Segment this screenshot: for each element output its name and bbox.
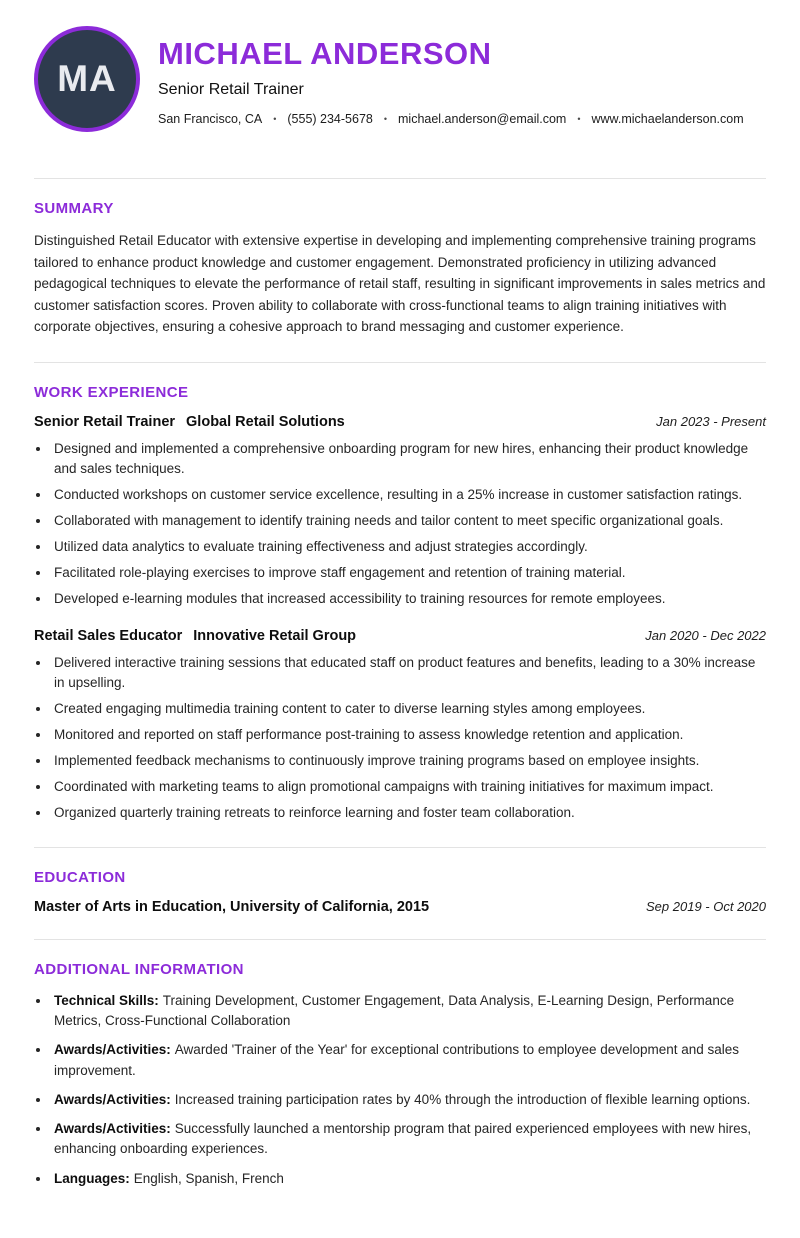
- job-bullet: • Monitored and reported on staff performance post-training to assess knowledge retention and application.: [51, 725, 766, 745]
- contact-separator: •: [273, 113, 277, 124]
- info-label: Awards/Activities:: [54, 1042, 171, 1058]
- additional-info-list: [34, 991, 766, 1189]
- info-label: Awards/Activities:: [54, 1091, 171, 1107]
- job-title: Senior Retail Trainer: [34, 413, 176, 430]
- info-text: English, Spanish, French: [133, 1170, 284, 1186]
- job-bullet: • Utilized data analytics to evaluate training effectiveness and adjust strategies accordingly.: [51, 537, 766, 557]
- candidate-name: MICHAEL ANDERSON: [158, 36, 492, 71]
- info-label: Technical Skills:: [54, 992, 159, 1008]
- job-bullet-list: [34, 439, 766, 608]
- contact-separator: •: [577, 113, 581, 124]
- additional-info-heading: ADDITIONAL INFORMATION: [34, 960, 244, 978]
- job-header: [34, 414, 766, 430]
- contact-email: michael.anderson@email.com: [398, 112, 567, 126]
- candidate-title: Senior Retail Trainer: [158, 81, 304, 98]
- summary-heading: SUMMARY: [34, 200, 114, 217]
- job-bullet: • Collaborated with management to identify training needs and tailor content to meet specific organizational goals.: [51, 511, 766, 531]
- work-experience-heading: WORK EXPERIENCE: [34, 383, 189, 401]
- info-label: Awards/Activities:: [54, 1121, 171, 1137]
- contact-phone: (555) 234-5678: [287, 112, 373, 126]
- contact-row: [158, 112, 744, 126]
- job-company: Innovative Retail Group: [193, 628, 357, 645]
- job-company: Global Retail Solutions: [186, 413, 345, 430]
- education-heading: EDUCATION: [34, 868, 126, 886]
- job-bullet: • Designed and implemented a comprehensive onboarding program for new hires, enhancing their product knowledge and sales techniques.: [51, 439, 766, 478]
- contact-website: www.michaelanderson.com: [591, 112, 744, 126]
- contact-location: San Francisco, CA: [158, 112, 263, 126]
- job-entry: [34, 414, 766, 608]
- info-item: [51, 991, 766, 1032]
- job-bullet: • Conducted workshops on customer service excellence, resulting in a 25% increase in customer satisfaction ratings.: [51, 485, 766, 505]
- job-bullet: • Delivered interactive training sessions that educated staff on product features and benefits, leading to a 30% increase in upselling.: [51, 653, 766, 692]
- education-entry: [34, 899, 766, 915]
- info-text: Awarded 'Trainer of the Year' for exceptional contributions to employee development and sales improvement.: [54, 1042, 740, 1078]
- info-item: [51, 1040, 766, 1081]
- info-text: Training Development, Customer Engagement, Data Analysis, E-Learning Design, Performance Metrics, Cross-Functional Collaboration: [54, 992, 735, 1029]
- job-dates: Jan 2020 - Dec 2022: [645, 628, 766, 644]
- info-item: [51, 1119, 766, 1160]
- info-item: [51, 1169, 766, 1189]
- education-degree: Master of Arts in Education, University of California, 2015: [34, 898, 430, 915]
- education-section: [34, 847, 766, 915]
- summary-section: [34, 178, 766, 338]
- info-label: Languages:: [54, 1170, 130, 1186]
- job-bullet: • Created engaging multimedia training content to cater to diverse learning styles among employees.: [51, 699, 766, 719]
- job-bullet: • Organized quarterly training retreats to reinforce learning and foster team collaboration.: [51, 803, 766, 823]
- resume-header: [34, 26, 766, 154]
- job-title: Retail Sales Educator: [34, 628, 183, 645]
- info-item: [51, 1090, 766, 1110]
- additional-info-section: [34, 939, 766, 1189]
- info-text: Successfully launched a mentorship program that paired experienced employees with new hires, enhancing onboarding experiences.: [54, 1121, 752, 1157]
- education-dates: Sep 2019 - Oct 2020: [646, 898, 766, 914]
- avatar: [34, 26, 140, 132]
- job-title-line: [34, 628, 356, 644]
- job-bullet: • Implemented feedback mechanisms to continuously improve training programs based on employee insights.: [51, 751, 766, 771]
- job-bullet: • Developed e-learning modules that increased accessibility to training resources for remote employees.: [51, 589, 766, 609]
- summary-text: Distinguished Retail Educator with extensive expertise in developing and implementing comprehensive training programs tailored to enhance product knowledge and customer engagement. Demonstrated proficiency in utilizing advanced pedagogical techniques to elevate the performance of retail staff, resulting in significant improvements in sales metrics and customer satisfaction scores. Proven ability to collaborate with cross-functional teams to align training initiatives with corporate objectives, ensuring a cohesive approach to brand messaging and customer experience.: [34, 233, 766, 335]
- work-experience-section: [34, 362, 766, 823]
- job-bullet: • Coordinated with marketing teams to align promotional campaigns with training initiatives for maximum impact.: [51, 777, 766, 797]
- job-entry: [34, 628, 766, 822]
- job-header: [34, 628, 766, 644]
- info-text: Increased training participation rates by 40% through the introduction of flexible learning options.: [174, 1091, 751, 1107]
- job-dates: Jan 2023 - Present: [656, 413, 766, 429]
- contact-separator: •: [383, 113, 388, 124]
- job-bullet-list: [34, 653, 766, 822]
- avatar-initials: MA: [57, 58, 117, 99]
- header-text: [158, 32, 744, 126]
- job-title-line: [34, 414, 345, 430]
- job-bullet: • Facilitated role-playing exercises to improve staff engagement and retention of training material.: [51, 563, 766, 583]
